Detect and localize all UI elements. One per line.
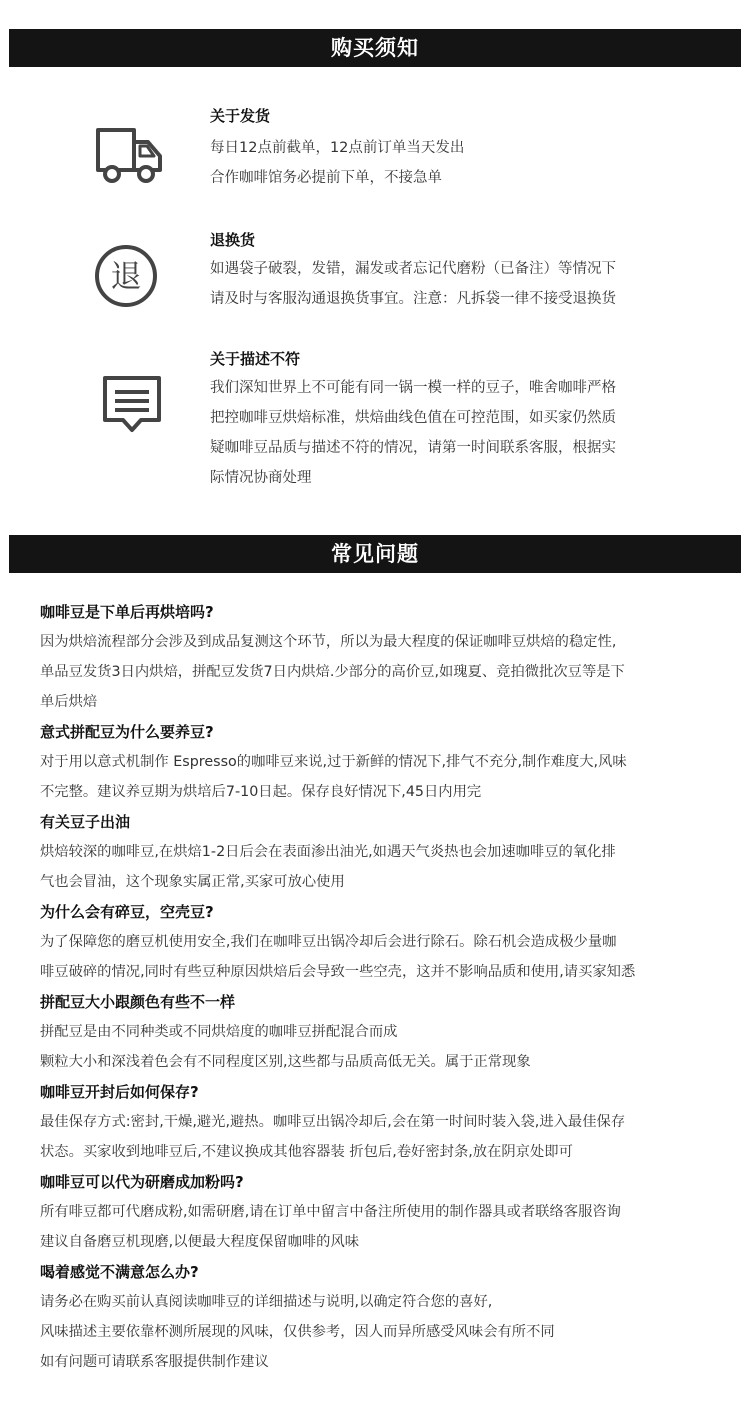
- return-icon: [92, 240, 164, 312]
- message-icon: [97, 370, 169, 442]
- faq-answer-line: 为了保障您的磨豆机使用安全,我们在咖啡豆出锅冷却后会进行除石。除石机会造成极少量咖: [40, 934, 617, 950]
- faq-item: [40, 1167, 720, 1257]
- notice-banner: [9, 29, 741, 67]
- faq-banner-title: 常见问题: [331, 542, 419, 566]
- notice-returns-line: 如遇袋子破裂，发错，漏发或者忘记代磨粉（已备注）等情况下: [210, 261, 616, 277]
- faq-list: [40, 597, 720, 1377]
- notice-mismatch-line: 把控咖啡豆烘焙标准，烘焙曲线色值在可控范围，如买家仍然质: [210, 410, 616, 426]
- faq-item: [40, 717, 720, 807]
- faq-question: 咖啡豆是下单后再烘培吗?: [40, 603, 214, 621]
- notice-banner-title: 购买须知: [331, 36, 419, 60]
- faq-answer-line: 所有啡豆都可代磨成粉,如需研磨,请在订单中留言中备注所使用的制作器具或者联络客服咨询: [40, 1204, 621, 1220]
- faq-question: 意式拼配豆为什么要养豆?: [40, 723, 214, 741]
- faq-question: 有关豆子出油: [40, 813, 131, 831]
- faq-answer-line: 不完整。建议养豆期为烘培后7-10日起。保存良好情况下,45日内用完: [40, 784, 482, 800]
- faq-question: 喝着感觉不满意怎么办?: [40, 1263, 199, 1281]
- notice-returns-title: 退换货: [210, 231, 256, 249]
- faq-answer-line: 因为烘焙流程部分会涉及到成品复测这个环节，所以为最大程度的保证咖啡豆烘焙的稳定性,: [40, 634, 617, 650]
- faq-answer-line: 如有问题可请联系客服提供制作建议: [40, 1354, 269, 1370]
- faq-answer-line: 拼配豆是由不同种类或不同烘焙度的咖啡豆拼配混合而成: [40, 1024, 398, 1040]
- faq-answer-line: 气也会冒油，这个现象实属正常,买家可放心使用: [40, 874, 345, 890]
- notice-shipping-line: 每日12点前截单，12点前订单当天发出: [210, 140, 465, 156]
- notice-shipping-title: 关于发货: [210, 107, 271, 125]
- faq-question: 拼配豆大小跟颜色有些不一样: [40, 993, 236, 1011]
- faq-answer-line: 颗粒大小和深浅着色会有不同程度区别,这些都与品质高低无关。属于正常现象: [40, 1054, 531, 1070]
- faq-item: [40, 597, 720, 717]
- faq-item: [40, 807, 720, 897]
- faq-answer-line: 单后烘焙: [40, 694, 98, 710]
- faq-item: [40, 987, 720, 1077]
- truck-icon: [92, 120, 164, 192]
- faq-question: 为什么会有碎豆，空壳豆?: [40, 903, 214, 921]
- notice-mismatch-title: 关于描述不符: [210, 350, 301, 368]
- faq-answer-line: 对于用以意式机制作 Espresso的咖啡豆来说,过于新鲜的情况下,排气不充分,制作难度大,风味: [40, 754, 627, 770]
- faq-answer-line: 啡豆破碎的情况,同时有些豆种原因烘焙后会导致一些空壳，这并不影响品质和使用,请买家知悉: [40, 964, 636, 980]
- notice-mismatch-line: 我们深知世界上不可能有同一锅一模一样的豆子，唯舍咖啡严格: [210, 380, 616, 396]
- faq-answer-line: 状态。买家收到地啡豆后,不建议换成其他容器装 折包后,卷好密封条,放在阴京处即可: [40, 1144, 573, 1160]
- return-icon-glyph: 退: [110, 259, 142, 295]
- faq-item: [40, 1077, 720, 1167]
- faq-question: 咖啡豆开封后如何保存?: [40, 1083, 199, 1101]
- faq-item: [40, 1257, 720, 1377]
- notice-mismatch-line: 际情况协商处理: [210, 470, 312, 486]
- faq-answer-line: 请务必在购买前认真阅读咖啡豆的详细描述与说明,以确定符合您的喜好,: [40, 1294, 493, 1310]
- faq-answer-line: 烘焙较深的咖啡豆,在烘焙1-2日后会在表面渗出油光,如遇天气炎热也会加速咖啡豆的氧化排: [40, 844, 616, 860]
- notice-mismatch-line: 疑咖啡豆品质与描述不符的情况，请第一时间联系客服，根据实: [210, 440, 616, 456]
- faq-question: 咖啡豆可以代为研磨成加粉吗?: [40, 1173, 244, 1191]
- faq-answer-line: 最佳保存方式:密封,干燥,避光,避热。咖啡豆出锅冷却后,会在第一时间时装入袋,进入最佳保存: [40, 1114, 626, 1130]
- faq-answer-line: 风味描述主要依靠杯测所展现的风味，仅供参考，因人而异所感受风味会有所不同: [40, 1324, 555, 1340]
- faq-answer-line: 建议自备磨豆机现磨,以便最大程度保留咖啡的风味: [40, 1234, 360, 1250]
- notice-returns-line: 请及时与客服沟通退换货事宜。注意：凡拆袋一律不接受退换货: [210, 291, 616, 307]
- faq-answer-line: 单品豆发货3日内烘焙，拼配豆发货7日内烘焙.少部分的高价豆,如瑰夏、竞拍微批次豆等是下: [40, 664, 625, 680]
- faq-banner: [9, 535, 741, 573]
- notice-shipping-line: 合作咖啡馆务必提前下单，不接急单: [210, 170, 442, 186]
- faq-item: [40, 897, 720, 987]
